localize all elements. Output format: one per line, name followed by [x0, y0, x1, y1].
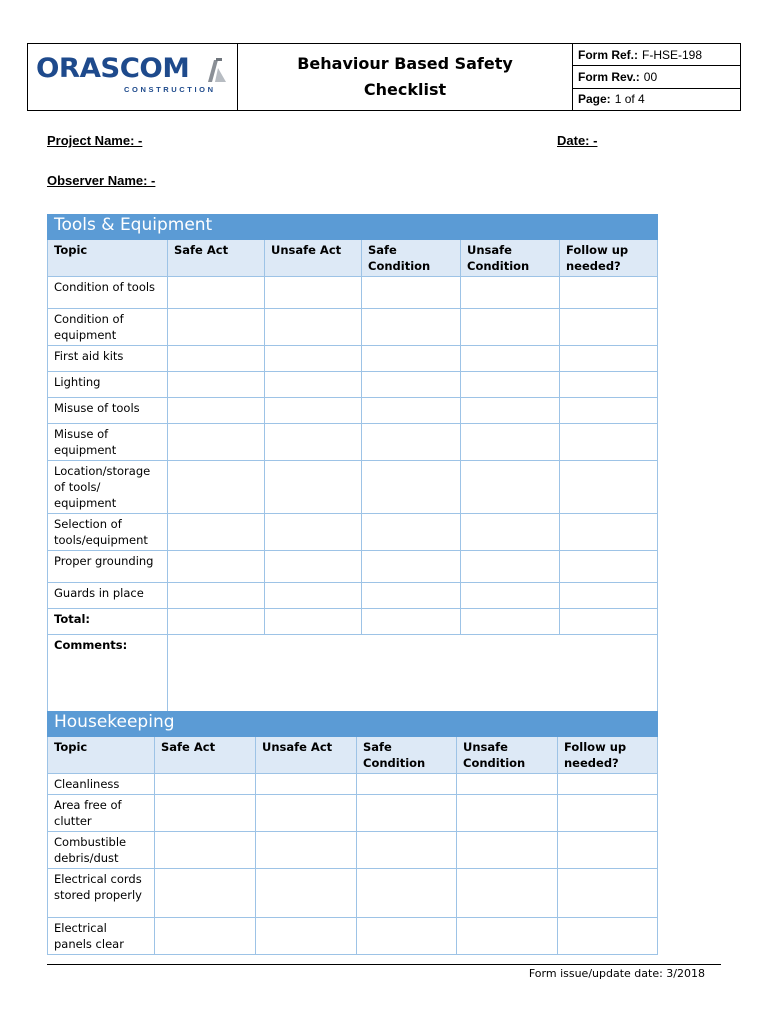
column-header-safe-condition: Safe Condition — [362, 240, 461, 277]
logo-text: ORASCOM — [36, 53, 190, 84]
unsafe-condition-cell[interactable] — [461, 346, 560, 372]
column-header-unsafe-act: Unsafe Act — [265, 240, 362, 277]
column-header-topic: Topic — [48, 240, 168, 277]
follow-up-cell[interactable] — [560, 461, 658, 514]
row-topic: Proper grounding — [48, 551, 168, 583]
follow-up-cell[interactable] — [558, 832, 658, 869]
safe-condition-cell[interactable] — [362, 551, 461, 583]
table-row — [48, 832, 658, 869]
housekeeping-section-title: Housekeeping — [48, 712, 658, 737]
safe-act-cell[interactable] — [168, 346, 265, 372]
safe-condition-cell[interactable] — [362, 277, 461, 309]
unsafe-condition-cell[interactable] — [457, 869, 558, 918]
safe-act-cell[interactable] — [168, 551, 265, 583]
table-row — [48, 398, 658, 424]
logo-mark-icon — [206, 56, 228, 84]
column-header-safe-condition: Safe Condition — [357, 737, 457, 774]
row-topic: Condition of equipment — [48, 309, 168, 346]
unsafe-condition-cell[interactable] — [461, 372, 560, 398]
footer-issue-date: Form issue/update date: 3/2018 — [528, 967, 705, 980]
table-row — [48, 795, 658, 832]
safe-act-cell[interactable] — [168, 372, 265, 398]
form-title: Behaviour Based Safety Checklist — [297, 54, 513, 99]
total-label: Total: — [48, 609, 168, 635]
column-header-safe-act: Safe Act — [168, 240, 265, 277]
follow-up-cell[interactable] — [560, 514, 658, 551]
unsafe-act-cell[interactable] — [265, 372, 362, 398]
column-header-follow-up: Follow up needed? — [558, 737, 658, 774]
safe-act-cell[interactable] — [168, 398, 265, 424]
page-value: 1 of 4 — [614, 92, 645, 107]
unsafe-condition-cell[interactable] — [457, 774, 558, 795]
row-topic: Combustible debris/dust — [48, 832, 155, 869]
safe-condition-cell[interactable] — [357, 918, 457, 955]
unsafe-condition-cell[interactable] — [457, 832, 558, 869]
table-row — [48, 514, 658, 551]
unsafe-condition-cell[interactable] — [461, 551, 560, 583]
unsafe-condition-cell[interactable] — [457, 918, 558, 955]
form-ref-value: F-HSE-198 — [642, 47, 703, 62]
row-topic: Condition of tools — [48, 277, 168, 309]
form-rev-row — [573, 66, 740, 88]
safe-condition-cell[interactable] — [362, 398, 461, 424]
observer-name-field: Observer Name: - — [47, 173, 156, 188]
safe-act-cell[interactable] — [155, 795, 256, 832]
unsafe-act-cell[interactable] — [256, 869, 357, 918]
safe-act-cell[interactable] — [155, 918, 256, 955]
table-row — [48, 346, 658, 372]
logo-subtext: CONSTRUCTION — [124, 85, 216, 94]
safe-condition-cell[interactable] — [357, 795, 457, 832]
unsafe-condition-cell[interactable] — [461, 461, 560, 514]
follow-up-cell[interactable] — [558, 918, 658, 955]
row-topic: Electrical cords stored properly — [48, 869, 155, 918]
total-row — [48, 609, 658, 635]
safe-condition-cell[interactable] — [362, 461, 461, 514]
unsafe-act-cell[interactable] — [265, 398, 362, 424]
unsafe-act-cell[interactable] — [256, 774, 357, 795]
tools-section-title: Tools & Equipment — [48, 215, 658, 240]
unsafe-condition-cell[interactable] — [461, 583, 560, 609]
table-row — [48, 372, 658, 398]
column-header-unsafe-act: Unsafe Act — [256, 737, 357, 774]
follow-up-cell[interactable] — [560, 551, 658, 583]
unsafe-condition-total-cell[interactable] — [461, 609, 560, 635]
follow-up-cell[interactable] — [558, 869, 658, 918]
safe-condition-cell[interactable] — [362, 346, 461, 372]
row-topic: Cleanliness — [48, 774, 155, 795]
unsafe-condition-cell[interactable] — [461, 277, 560, 309]
follow-up-cell[interactable] — [560, 372, 658, 398]
form-ref-label: Form Ref.: — [578, 47, 638, 62]
row-topic: First aid kits — [48, 346, 168, 372]
table-row — [48, 277, 658, 309]
safe-act-cell[interactable] — [155, 832, 256, 869]
footer-divider — [47, 964, 721, 965]
unsafe-act-cell[interactable] — [256, 795, 357, 832]
safe-condition-cell[interactable] — [362, 514, 461, 551]
form-header — [27, 43, 741, 111]
unsafe-condition-cell[interactable] — [461, 309, 560, 346]
unsafe-act-cell[interactable] — [256, 918, 357, 955]
row-topic: Selection of tools/equipment — [48, 514, 168, 551]
safe-condition-total-cell[interactable] — [362, 609, 461, 635]
safe-act-cell[interactable] — [168, 514, 265, 551]
safe-condition-cell[interactable] — [362, 583, 461, 609]
row-topic: Misuse of equipment — [48, 424, 168, 461]
row-topic: Misuse of tools — [48, 398, 168, 424]
column-header-topic: Topic — [48, 737, 155, 774]
table-row — [48, 774, 658, 795]
project-name-field: Project Name: - — [47, 133, 143, 148]
unsafe-act-cell[interactable] — [265, 277, 362, 309]
unsafe-act-cell[interactable] — [265, 514, 362, 551]
column-header-follow-up: Follow up needed? — [560, 240, 658, 277]
column-header-safe-act: Safe Act — [155, 737, 256, 774]
row-topic: Lighting — [48, 372, 168, 398]
follow-up-cell[interactable] — [560, 583, 658, 609]
follow-up-cell[interactable] — [560, 398, 658, 424]
tools-equipment-table — [47, 214, 658, 731]
unsafe-act-cell[interactable] — [256, 832, 357, 869]
unsafe-condition-cell[interactable] — [461, 398, 560, 424]
housekeeping-table — [47, 711, 658, 955]
safe-act-total-cell[interactable] — [168, 609, 265, 635]
safe-act-cell[interactable] — [155, 869, 256, 918]
row-topic: Guards in place — [48, 583, 168, 609]
unsafe-act-cell[interactable] — [265, 583, 362, 609]
unsafe-act-cell[interactable] — [265, 461, 362, 514]
safe-act-cell[interactable] — [168, 309, 265, 346]
comments-label: Comments: — [48, 635, 168, 731]
column-header-unsafe-condition: Unsafe Condition — [457, 737, 558, 774]
unsafe-act-total-cell[interactable] — [265, 609, 362, 635]
unsafe-act-cell[interactable] — [265, 309, 362, 346]
table-row — [48, 461, 658, 514]
date-field: Date: - — [557, 133, 598, 148]
safe-act-cell[interactable] — [155, 774, 256, 795]
page-label: Page: — [578, 92, 611, 107]
safe-condition-cell[interactable] — [357, 869, 457, 918]
company-logo — [28, 44, 238, 110]
safe-condition-cell[interactable] — [362, 309, 461, 346]
page-row — [573, 89, 740, 110]
column-header-unsafe-condition: Unsafe Condition — [461, 240, 560, 277]
safe-act-cell[interactable] — [168, 277, 265, 309]
table-row — [48, 918, 658, 955]
table-row — [48, 309, 658, 346]
safe-act-cell[interactable] — [168, 424, 265, 461]
unsafe-condition-cell[interactable] — [461, 424, 560, 461]
row-topic: Area free of clutter — [48, 795, 155, 832]
form-meta — [573, 44, 740, 110]
follow-up-cell[interactable] — [558, 774, 658, 795]
unsafe-act-cell[interactable] — [265, 346, 362, 372]
unsafe-act-cell[interactable] — [265, 551, 362, 583]
safe-condition-cell[interactable] — [362, 424, 461, 461]
form-rev-value: 00 — [643, 69, 658, 84]
follow-up-cell[interactable] — [560, 424, 658, 461]
safe-act-cell[interactable] — [168, 461, 265, 514]
safe-condition-cell[interactable] — [362, 372, 461, 398]
follow-up-cell[interactable] — [560, 277, 658, 309]
table-row — [48, 583, 658, 609]
form-title-cell — [238, 44, 573, 110]
form-rev-label: Form Rev.: — [578, 69, 640, 84]
safe-condition-cell[interactable] — [357, 774, 457, 795]
row-topic: Location/storage of tools/ equipment — [48, 461, 168, 514]
form-ref-row — [573, 44, 740, 66]
unsafe-condition-cell[interactable] — [457, 795, 558, 832]
unsafe-act-cell[interactable] — [265, 424, 362, 461]
follow-up-total-cell[interactable] — [560, 609, 658, 635]
safe-act-cell[interactable] — [168, 583, 265, 609]
follow-up-cell[interactable] — [560, 346, 658, 372]
table-row — [48, 551, 658, 583]
row-topic: Electrical panels clear — [48, 918, 155, 955]
follow-up-cell[interactable] — [558, 795, 658, 832]
table-row — [48, 424, 658, 461]
safe-condition-cell[interactable] — [357, 832, 457, 869]
follow-up-cell[interactable] — [560, 309, 658, 346]
table-row — [48, 869, 658, 918]
unsafe-condition-cell[interactable] — [461, 514, 560, 551]
